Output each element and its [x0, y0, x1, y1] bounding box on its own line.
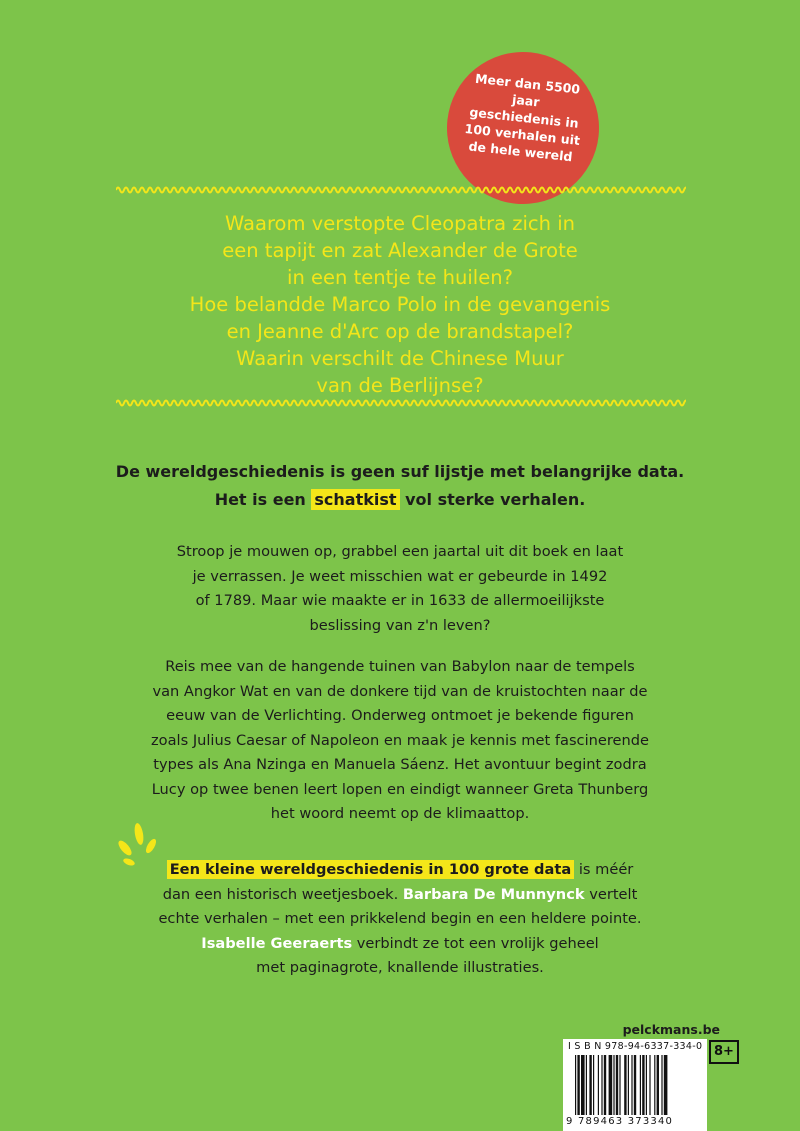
paragraph-line: Stroop je mouwen op, grabbel een jaartal uit dit boek en laat	[176, 543, 624, 560]
lead-line-1: De wereldgeschiedenis is geen suf lijstje met belangrijke data.	[115, 462, 685, 481]
barcode-bar	[601, 1055, 602, 1115]
paragraph-2	[90, 655, 710, 827]
illustrator-name: Isabelle Geeraerts	[201, 934, 353, 952]
paragraph-line: eeuw van de Verlichting. Onderweg ontmoet je bekende figuren	[166, 707, 634, 724]
paragraph-line: types als Ana Nzinga en Manuela Sáenz. Het avontuur begint zodra	[153, 756, 647, 773]
age-rating: 8+	[709, 1040, 739, 1064]
barcode	[575, 1055, 703, 1115]
paragraph-line: Lucy op twee benen leert lopen en eindigt wanneer Greta Thunberg	[151, 780, 649, 798]
barcode-bar	[634, 1055, 636, 1115]
barcode-bar	[649, 1055, 650, 1115]
paragraph-line: echte verhalen – met een prikkelend begin en een heldere pointe.	[158, 910, 642, 927]
paragraph-line: dan een historisch weetjesboek. Barbara De Munnynck vertelt	[162, 885, 638, 903]
isbn-label: I S B N 978-94-6337-334-0	[568, 1041, 703, 1052]
paragraph-line: zoals Julius Caesar of Napoleon en maak je kennis met fascinerende	[150, 731, 650, 749]
barcode-bar	[631, 1055, 632, 1115]
barcode-bar	[619, 1055, 620, 1115]
book-title-highlight: Een kleine wereldgeschiedenis in 100 grote data	[167, 860, 574, 879]
paragraph-line: Een kleine wereldgeschiedenis in 100 grote data is méér	[90, 858, 710, 883]
question-line: in een tentje te huilen?	[287, 266, 513, 289]
paragraph-line: Isabelle Geeraerts verbindt ze tot een vrolijk geheel	[201, 934, 599, 952]
barcode-bar	[642, 1055, 644, 1115]
question-line: een tapijt en zat Alexander de Grote	[222, 239, 578, 262]
paragraph-line: of 1789. Maar wie maakte er in 1633 de allermoeilijkste	[195, 592, 605, 609]
barcode-bar	[577, 1055, 579, 1115]
barcode-bar	[661, 1055, 662, 1115]
top-wavy-divider	[116, 183, 686, 197]
barcode-bar	[646, 1055, 647, 1115]
publisher-website: pelckmans.be	[622, 1022, 720, 1037]
barcode-bar	[581, 1055, 585, 1115]
barcode-digits: 9 789463 373340	[566, 1116, 674, 1127]
barcode-bar	[593, 1055, 594, 1115]
barcode-bar	[657, 1055, 659, 1115]
lead-text	[60, 458, 740, 514]
barcode-bar	[589, 1055, 591, 1115]
barcode-bar	[640, 1055, 641, 1115]
barcode-bar	[654, 1055, 655, 1115]
barcode-bar	[604, 1055, 606, 1115]
highlight-schatkist: schatkist	[311, 489, 399, 510]
question-block	[100, 210, 700, 399]
paragraph-3	[90, 858, 710, 981]
barcode-bar	[616, 1055, 618, 1115]
barcode-bar	[609, 1055, 613, 1115]
barcode-bar	[664, 1055, 668, 1115]
paragraph-line: met paginagrote, knallende illustraties.	[256, 959, 544, 976]
author-name: Barbara De Munnynck	[402, 885, 585, 903]
question-line: Hoe belandde Marco Polo in de gevangenis	[189, 293, 611, 316]
lead-line-2: Het is een schatkist vol sterke verhalen.	[214, 490, 586, 509]
barcode-bar	[613, 1055, 614, 1115]
paragraph-line: beslissing van z'n leven?	[309, 616, 491, 634]
question-line: van de Berlijnse?	[316, 374, 484, 397]
barcode-bar	[586, 1055, 587, 1115]
barcode-bar	[575, 1055, 576, 1115]
paragraph-line: Reis mee van de hangende tuinen van Babylon naar de tempels	[165, 658, 635, 675]
paragraph-line: het woord neemt op de klimaattop.	[270, 805, 530, 822]
paragraph-line: je verrassen. Je weet misschien wat er gebeurde in 1492	[192, 567, 608, 585]
bottom-wavy-divider	[116, 396, 686, 410]
barcode-bar	[624, 1055, 626, 1115]
question-line: Waarin verschilt de Chinese Muur	[236, 347, 564, 370]
barcode-bar	[628, 1055, 629, 1115]
badge-text: Meer dan 5500 jaar geschiedenis in 100 verhalen uit de hele wereld	[464, 70, 581, 164]
question-line: Waarom verstopte Cleopatra zich in	[225, 212, 575, 235]
question-line: en Jeanne d'Arc op de brandstapel?	[226, 320, 574, 343]
barcode-bar	[598, 1055, 599, 1115]
paragraph-1	[90, 540, 710, 638]
paragraph-line: van Angkor Wat en van de donkere tijd van de kruistochten naar de	[152, 682, 648, 700]
